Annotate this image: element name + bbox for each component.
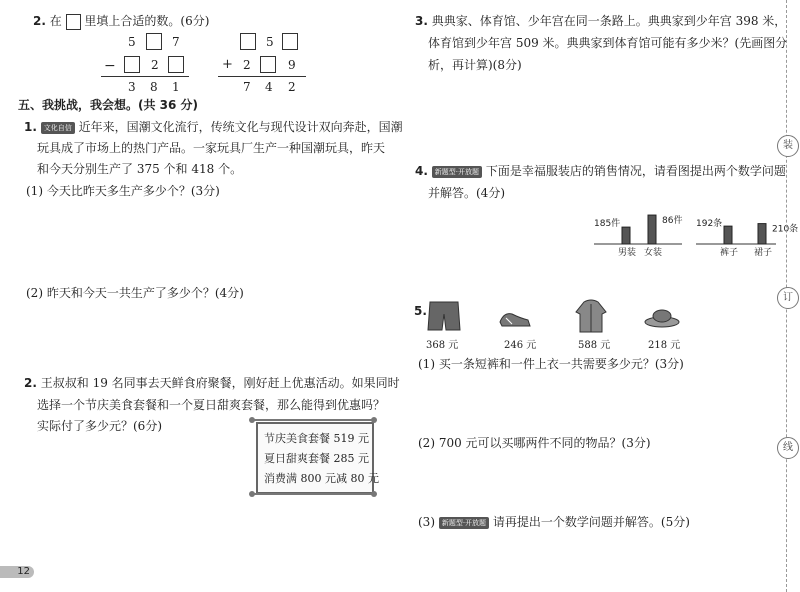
problem-number: 1. (24, 120, 37, 134)
digit: 7 (172, 35, 180, 49)
problem-text-line: 选择一个节庆美食套餐和一个夏日甜爽套餐，那么能得到优惠吗？ (37, 398, 386, 412)
menu-frame-decoration (246, 414, 380, 500)
digit: 3 (128, 80, 136, 94)
minus-sign: − (104, 58, 116, 74)
answer-box[interactable] (146, 33, 162, 50)
sub-question: (1) 今天比昨天多生产多少个？(3分) (26, 184, 220, 198)
chart-category-label: 裙子 (754, 248, 773, 258)
shorts-icon (424, 300, 464, 332)
sub-question-text: 请再提出一个数学问题并解答。(5分) (492, 515, 690, 529)
question-4 (415, 162, 786, 179)
answer-box[interactable] (240, 33, 256, 50)
digit: 4 (265, 80, 273, 94)
answer-area[interactable] (26, 302, 376, 368)
digit: 2 (151, 58, 159, 72)
answer-box[interactable] (66, 14, 81, 30)
question-text-line: 典典家、体育馆、少年宫在同一条路上。典典家到少年宫 398 米， (431, 14, 787, 28)
page-number: 12 (17, 566, 30, 577)
sub-question-3 (418, 513, 690, 530)
section-heading: 五、我挑战，我会想。(共 36 分) (18, 98, 199, 112)
chart-data-label: 185件 (594, 219, 621, 229)
calc-line (218, 76, 306, 77)
culture-tag: 文化自信 (41, 122, 75, 134)
sub-question: (2) 700 元可以买哪两件不同的物品？(3分) (418, 436, 651, 450)
digit: 5 (128, 35, 136, 49)
binding-margin (774, 0, 800, 592)
question-number: 4. (415, 164, 428, 178)
binding-seal: 订 (777, 287, 799, 309)
chart-data-label: 210条 (772, 224, 799, 235)
chart-category-label: 男装 (618, 248, 637, 258)
question-prefix: 在 (49, 14, 62, 28)
menu-row: 消费满 800 元减 80 元 (264, 472, 379, 485)
answer-area[interactable] (418, 452, 768, 508)
digit: 2 (243, 58, 251, 72)
problem-text-line: 和今天分别生产了 375 个和 418 个。 (37, 162, 243, 176)
question-number: 3. (415, 14, 428, 28)
answer-area[interactable] (415, 76, 765, 156)
digit: 5 (266, 35, 274, 49)
digit: 8 (150, 80, 158, 94)
shoes-icon (498, 308, 532, 330)
binding-seal: 线 (777, 437, 799, 459)
digit: 2 (288, 80, 296, 94)
question-number: 5. (414, 304, 427, 318)
chart-data-label: 86件 (662, 216, 683, 227)
chart-category-label: 裤子 (720, 248, 739, 258)
digit: 1 (172, 80, 180, 94)
chart-bar (724, 226, 732, 244)
calc-line (101, 76, 189, 77)
menu-row: 夏日甜爽套餐 285 元 (264, 452, 369, 465)
price-label: 368 元 (426, 340, 459, 351)
answer-box[interactable] (168, 56, 184, 73)
chart-category-label: 女装 (644, 248, 663, 258)
problem-2 (24, 374, 400, 391)
sub-question: (2) 昨天和今天一共生产了多少个？(4分) (26, 286, 244, 300)
chart-data-label: 192条 (696, 219, 723, 229)
digit: 7 (243, 80, 251, 94)
question-text-line: 下面是幸福服装店的销售情况，请看图提出两个数学问题 (485, 164, 786, 178)
page-number-tab (0, 566, 34, 578)
jacket-icon (574, 298, 608, 334)
chart-bar (622, 227, 630, 244)
problem-text-line: 玩具成了市场上的热门产品。一家玩具厂生产一种国潮玩具，昨天 (37, 141, 386, 155)
chart-bar (758, 224, 766, 244)
answer-area[interactable] (418, 530, 768, 586)
sub-question-prefix: (3) (418, 515, 435, 529)
digit: 9 (288, 58, 296, 72)
chart-bar (648, 215, 656, 244)
question-text-line: 析，再计算)(8分) (428, 58, 522, 72)
question-2 (33, 12, 209, 30)
question-text: 里填上合适的数。(6分) (84, 14, 210, 28)
problem-text-line: 实际付了多少元？(6分) (37, 419, 162, 433)
question-text-line: 体育馆到少年宫 509 米。典典家到体育馆可能有多少米？(先画图分 (428, 36, 788, 50)
question-number: 2. (33, 14, 46, 28)
plus-sign: + (222, 57, 233, 72)
question-text-line: 并解答。(4分) (428, 186, 505, 200)
menu-row: 节庆美食套餐 519 元 (264, 432, 369, 445)
problem-1 (24, 118, 403, 135)
answer-box[interactable] (124, 56, 140, 73)
price-label: 588 元 (578, 340, 611, 351)
answer-box[interactable] (260, 56, 276, 73)
answer-area[interactable] (26, 200, 376, 280)
open-question-tag: 新题型·开放题 (439, 517, 489, 529)
problem-text-line: 王叔叔和 19 名同事去天鲜食府聚餐，刚好赶上优惠活动。如果同时 (40, 376, 400, 390)
answer-area[interactable] (418, 372, 768, 428)
question-3 (415, 12, 786, 29)
sub-question: (1) 买一条短裤和一件上衣一共需要多少元？(3分) (418, 357, 684, 371)
hat-icon (644, 306, 680, 328)
price-label: 246 元 (504, 340, 537, 351)
problem-number: 2. (24, 376, 37, 390)
binding-seal: 装 (777, 135, 799, 157)
sales-bar-charts (590, 192, 799, 258)
open-question-tag: 新题型·开放题 (432, 166, 482, 178)
price-label: 218 元 (648, 340, 681, 351)
answer-box[interactable] (282, 33, 298, 50)
problem-text-line: 近年来，国潮文化流行，传统文化与现代设计双向奔赴，国潮 (78, 120, 403, 134)
